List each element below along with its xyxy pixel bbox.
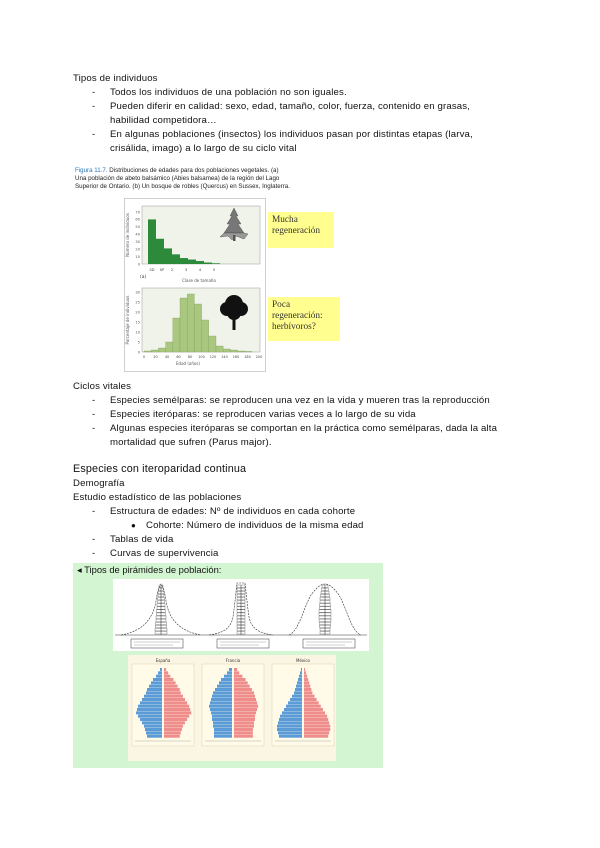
chart-a-bar [204, 263, 212, 264]
chart-b-bar [202, 320, 209, 352]
pyramid-male-bar [211, 711, 232, 714]
chart-b-bar [166, 342, 173, 352]
pyramid-male-bar [212, 715, 232, 718]
pyramid-female-bar [234, 715, 255, 718]
bullet-ciclos-1: Especies semélparas: se reproducen una vez en la vida y mueren tras la reproducción [110, 395, 490, 406]
pyramid-male-bar [142, 721, 162, 724]
chart-b-bar [216, 346, 223, 352]
pyramid-female-bar [234, 725, 254, 728]
chart-b-ytick: 20 [135, 310, 140, 315]
chart-a-bar [156, 239, 164, 264]
chart-b-xtick: 180 [244, 355, 251, 359]
dash-bullet: - [92, 101, 96, 112]
pyramid-male-bar [209, 705, 232, 708]
chart-a-bar [212, 263, 220, 264]
chart-b-xtick: 80 [187, 355, 193, 359]
pyramid-mexico-title: México [296, 658, 310, 663]
chart-b-xtick: 120 [209, 355, 217, 359]
pyramid-male-bar [142, 698, 162, 701]
pyramid-female-bar [304, 701, 319, 704]
pyramid-male-bar [224, 675, 232, 678]
pyramid-male-bar [219, 681, 232, 684]
pyramid-female-bar [164, 678, 173, 681]
sticky-note-poca-regeneracion: Poca regeneración: herbívoros? [268, 297, 340, 341]
dash-bullet: - [92, 548, 96, 559]
pyramid-female-bar [234, 728, 253, 731]
pyramid-male-bar [138, 705, 162, 708]
pyramid-male-bar [288, 701, 302, 704]
pyramid-female-bar [234, 731, 253, 734]
pyramid-male-bar [217, 685, 232, 688]
pyramid-female-bar [164, 691, 181, 694]
pyramid-female-bar [164, 728, 182, 731]
chart-a-bar [172, 254, 180, 264]
pyramid-female-bar [164, 711, 191, 714]
pyramid-female-bar [234, 688, 252, 691]
section-heading-iteroparidad: Especies con iteroparidad continua [73, 463, 247, 475]
pyramid-female-bar [164, 708, 190, 711]
pyramid-francia [202, 658, 264, 746]
chart-b-bar [230, 350, 237, 352]
triangle-marker-icon: ◂ [77, 564, 82, 575]
pyramid-female-bar [164, 735, 180, 738]
dash-bullet: - [92, 129, 96, 140]
pyramid-male-bar [146, 731, 162, 734]
pyramid-female-bar [164, 668, 166, 671]
pyramid-male-bar [221, 678, 232, 681]
pyramid-espana [132, 658, 194, 746]
pyramid-male-bar [213, 725, 232, 728]
chart-b-bar [180, 298, 187, 352]
pyramid-female-bar [164, 675, 170, 678]
chart-a-xtick: SD [149, 268, 155, 272]
dash-bullet: - [92, 506, 96, 517]
pyramid-female-bar [304, 721, 329, 724]
chart-a-ytick: 20 [135, 247, 140, 252]
pyramid-male-bar [214, 731, 232, 734]
pyramid-male-bar [213, 691, 232, 694]
pyramid-female-bar [304, 725, 330, 728]
chart-a-ytick: 50 [135, 225, 140, 230]
pyramid-male-bar [294, 691, 302, 694]
pyramid-female-bar [304, 705, 321, 708]
pyramid-female-bar [304, 715, 327, 718]
chart-b-ytick: 30 [135, 290, 140, 295]
chart-b-xtick: 160 [232, 355, 240, 359]
chart-b-bar [238, 351, 245, 352]
pyramid-male-bar [210, 708, 232, 711]
pyramid-male-bar [140, 718, 162, 721]
pyramid-types-diagram [113, 579, 369, 651]
pyramid-male-bar [300, 671, 302, 674]
pyramid-female-bar [304, 671, 306, 674]
pyramid-female-bar [234, 701, 257, 704]
pyramid-female-bar [304, 675, 307, 678]
pyramid-male-bar [229, 668, 232, 671]
pyramid-male-bar [147, 735, 162, 738]
pyramid-male-bar [286, 705, 302, 708]
pyramid-female-bar [164, 715, 189, 718]
pyramid-female-bar [234, 685, 250, 688]
pyramid-female-bar [234, 675, 242, 678]
pyramid-male-bar [279, 735, 302, 738]
pyramid-male-bar [210, 701, 232, 704]
pyramid-female-bar [164, 681, 176, 684]
pyramid-male-bar [211, 698, 232, 701]
pyramid-female-bar [164, 718, 187, 721]
pyramid-female-bar [304, 685, 310, 688]
pyramid-female-bar [234, 721, 254, 724]
chart-b-ytick: 15 [135, 320, 140, 325]
pyramid-male-bar [160, 668, 162, 671]
pyramid-male-bar [278, 731, 302, 734]
chart-b-bar [223, 349, 230, 352]
pyramid-female-bar [304, 695, 315, 698]
pyramid-female-bar [234, 735, 253, 738]
dash-bullet: - [92, 395, 96, 406]
chart-a-ytick: 0 [137, 262, 140, 267]
pyramid-female-bar [304, 678, 308, 681]
pyramid-male-bar [284, 708, 302, 711]
pyramid-male-bar [277, 728, 302, 731]
chart-b-bar [194, 304, 201, 352]
pyramid-female-bar [304, 688, 311, 691]
chart-b-xtick: 140 [221, 355, 228, 359]
pyramid-female-bar [164, 698, 185, 701]
subheading-estudio: Estudio estadístico de las poblaciones [73, 492, 242, 503]
bullet-tablas-vida: Tablas de vida [110, 534, 174, 545]
chart-b-xtick: 200 [255, 355, 263, 359]
pyramid-female-bar [304, 691, 312, 694]
pyramid-male-bar [280, 715, 302, 718]
chart-b-bar [209, 336, 216, 352]
chart-a-ytick: 10 [135, 254, 140, 259]
chart-b-xtick: 60 [176, 355, 181, 359]
pyramid-male-bar [295, 688, 302, 691]
section-title-individuos: Tipos de individuos [73, 73, 158, 84]
chart-a-xtick: 2 [170, 268, 174, 272]
dash-bullet: - [92, 423, 96, 434]
pyramid-female-bar [164, 721, 185, 724]
pyramid-mexico [272, 658, 334, 746]
chart-b-xlabel: Edad (años) [176, 361, 200, 366]
chart-b-ylabel: Porcentaje de individuos [125, 295, 130, 345]
pyramid-espana-title: España [155, 658, 171, 663]
pyramid-male-bar [227, 671, 232, 674]
chart-b-oak-forest [124, 284, 264, 370]
figure-caption-line-2: Una población de abeto balsámico (Abies balsamea) de la región del Lago [75, 175, 280, 182]
pyramid-male-bar [212, 695, 232, 698]
pyramid-female-bar [304, 681, 309, 684]
pyramid-female-bar [164, 685, 178, 688]
pyramid-francia-title: Francia [225, 658, 241, 663]
country-pyramids [128, 655, 336, 761]
pyramid-female-bar [304, 711, 325, 714]
chart-b-bar [245, 351, 252, 352]
figure-caption-line-3: Superior de Ontario. (b) Un bosque de robles (Quercus) en Sussex, Inglaterra. [75, 183, 290, 190]
pyramid-female-bar [234, 698, 256, 701]
pyramid-male-bar [140, 701, 162, 704]
pyramid-male-bar [145, 728, 162, 731]
bullet-individuos-2-cont: habilidad competidora… [110, 115, 217, 126]
chart-a-balsam-fir [124, 198, 264, 284]
chart-a-ytick: 60 [135, 217, 140, 222]
pyramid-male-bar [136, 711, 162, 714]
chart-b-bar [151, 350, 158, 352]
pyramid-female-bar [164, 688, 180, 691]
pyramid-female-bar [234, 678, 246, 681]
chart-b-bar [173, 318, 180, 352]
dash-bullet: - [92, 534, 96, 545]
pyramid-male-bar [158, 671, 162, 674]
pyramid-male-bar [151, 681, 162, 684]
section-title-ciclos: Ciclos vitales [73, 381, 132, 392]
pyramid-male-bar [146, 691, 162, 694]
pyramid-female-bar [304, 708, 323, 711]
chart-a-bar [188, 260, 196, 264]
pyramid-male-bar [156, 675, 162, 678]
pyramid-male-bar [214, 728, 232, 731]
bullet-ciclos-3-cont: mortalidad que sufren (Parus major). [110, 437, 272, 448]
chart-a-panel-label: (a) [140, 275, 147, 280]
chart-b-xtick: 20 [153, 355, 158, 359]
chart-a-bar [164, 248, 172, 264]
pyramid-male-bar [138, 715, 162, 718]
chart-a-bar [196, 261, 204, 264]
chart-a-xtick: 3 [184, 268, 188, 272]
pyramid-male-bar [144, 695, 162, 698]
pyramid-male-bar [279, 718, 302, 721]
dash-bullet: - [92, 87, 96, 98]
pyramid-female-bar [234, 711, 256, 714]
pyramid-female-bar [304, 728, 330, 731]
pyramid-male-bar [290, 698, 302, 701]
sub-bullet-cohorte: Cohorte: Número de individuos de la misma edad [146, 520, 364, 531]
pyramid-male-bar [278, 721, 302, 724]
pyramid-female-bar [164, 701, 187, 704]
bullet-individuos-3-cont: crisálida, imago) a lo largo de su ciclo vital [110, 143, 297, 154]
pyramid-male-bar [137, 708, 162, 711]
pyramid-female-bar [234, 718, 255, 721]
pyramid-female-bar [234, 691, 254, 694]
pyramid-male-bar [296, 685, 302, 688]
chart-a-ytick: 40 [135, 232, 140, 237]
pyramid-female-bar [304, 698, 317, 701]
chart-a-bar [180, 258, 188, 264]
chart-b-ytick: 0 [137, 350, 140, 355]
pyramid-female-bar [234, 708, 257, 711]
chart-a-bar [148, 219, 156, 264]
bullet-individuos-3: En algunas poblaciones (insectos) los individuos pasan por distintas etapas (larva, [110, 129, 473, 140]
pyramid-female-bar [164, 731, 181, 734]
chart-a-xtick: SP [159, 268, 165, 272]
pyramid-male-bar [297, 681, 302, 684]
chart-b-xtick: 40 [164, 355, 170, 359]
bullet-ciclos-3: Algunas especies iteróparas se comportan en la práctica como semélparas, dada la alta [110, 423, 498, 434]
bullet-ciclos-2: Especies iteróparas: se reproducen varias veces a lo largo de su vida [110, 409, 416, 420]
pyramid-female-bar [234, 695, 255, 698]
chart-a-ytick: 70 [135, 210, 140, 215]
pyramid-male-bar [144, 725, 162, 728]
pyramid-female-bar [164, 705, 189, 708]
chart-a-xtick: 4 [198, 268, 202, 272]
piramides-title: ◂ Tipos de pirámides de población: [77, 564, 222, 575]
bullet-curvas-supervivencia: Curvas de supervivencia [110, 548, 219, 559]
pyramid-male-bar [214, 735, 232, 738]
pyramid-male-bar [301, 668, 302, 671]
pyramid-female-bar [164, 725, 183, 728]
chart-b-xtick: 100 [198, 355, 205, 359]
chart-a-xlabel: Clase de tamaño [182, 278, 216, 283]
bullet-individuos-1: Todos los individuos de una población no son iguales. [110, 87, 347, 98]
chart-b-ytick: 10 [135, 330, 140, 335]
chart-b-ytick: 5 [137, 340, 140, 345]
pyramid-male-bar [298, 678, 302, 681]
pyramid-male-bar [147, 688, 162, 691]
pyramid-female-bar [304, 668, 305, 671]
pyramid-female-bar [234, 705, 258, 708]
chart-b-bar [187, 294, 194, 352]
pyramid-male-bar [213, 721, 232, 724]
bullet-estructura-edades: Estructura de edades: Nº de individuos en cada cohorte [110, 506, 356, 517]
chart-b-xtick: 0 [142, 355, 146, 359]
sticky-note-mucha-regeneracion: Mucha regeneración [268, 212, 334, 248]
pyramid-male-bar [215, 688, 232, 691]
subheading-demografia: Demografía [73, 478, 125, 489]
chart-b-bar [158, 348, 165, 352]
chart-b-bar [144, 351, 151, 352]
figure-label: Figura 11.7. [75, 167, 108, 174]
pyramid-female-bar [164, 695, 183, 698]
pyramid-male-bar [277, 725, 302, 728]
pyramid-female-bar [234, 671, 239, 674]
pyramid-female-bar [234, 681, 248, 684]
chart-a-ytick: 30 [135, 240, 140, 245]
pyramid-female-bar [304, 735, 328, 738]
pyramid-female-bar [164, 671, 168, 674]
chart-a-ylabel: Número de individuos [125, 213, 130, 257]
figure-caption-line-1: Figura 11.7. Distribuciones de edades para dos poblaciones vegetales. (a) [75, 167, 279, 174]
dash-bullet: - [92, 409, 96, 420]
pyramid-male-bar [212, 718, 232, 721]
pyramid-male-bar [299, 675, 302, 678]
pyramid-female-bar [304, 718, 328, 721]
chart-b-ytick: 25 [135, 300, 140, 305]
pyramid-male-bar [282, 711, 302, 714]
chart-a-xtick: 5 [212, 268, 216, 272]
dot-bullet: ● [131, 521, 136, 530]
pyramid-male-bar [292, 695, 302, 698]
pyramid-male-bar [149, 685, 162, 688]
pyramid-female-bar [304, 731, 329, 734]
pyramid-male-bar [153, 678, 162, 681]
pyramid-female-bar [234, 668, 237, 671]
bullet-individuos-2: Pueden diferir en calidad: sexo, edad, tamaño, color, fuerza, contenido en grasas, [110, 101, 471, 112]
